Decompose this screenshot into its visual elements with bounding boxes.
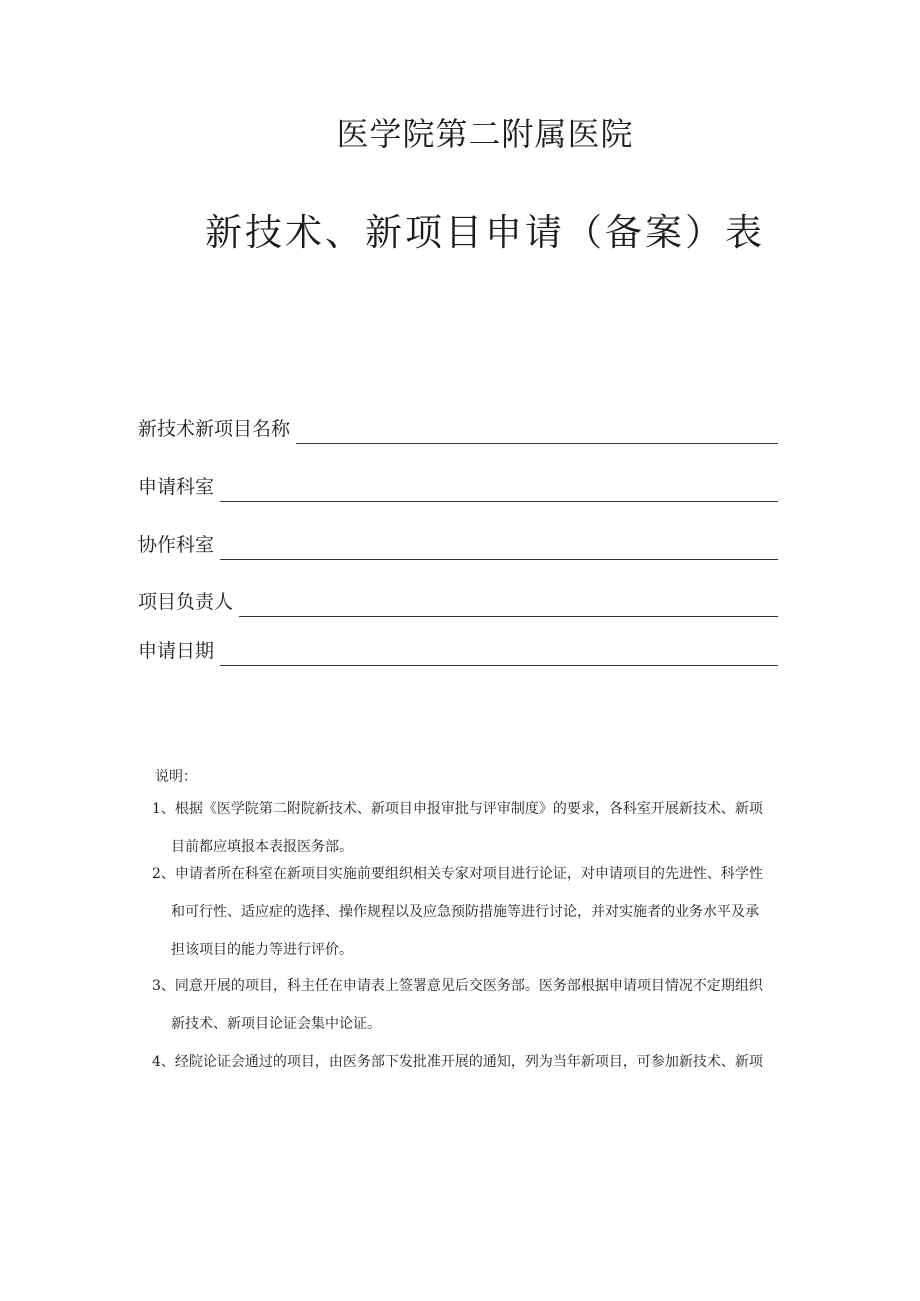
note-number: 2、 [152,866,175,882]
field-applying-department [138,468,778,502]
field-label-application-date: 申请日期 [138,640,215,662]
note-continuation: 目前都应填报本表报医务部。 [171,839,353,855]
field-application-date [138,632,778,666]
cooperating-department-input[interactable] [220,533,778,560]
note-number: 1、 [152,801,175,817]
field-label-applying-department: 申请科室 [138,476,215,498]
note-text: 根据《医学院第二附院新技术、新项目申报审批与评审制度》的要求，各科室开展新技术、新项 [174,801,763,817]
note-number: 3、 [152,978,175,994]
field-label-cooperating-department: 协作科室 [138,534,215,556]
note-text: 申请者所在科室在新项目实施前要组织相关专家对项目进行论证，对申请项目的先进性、科学性 [174,866,763,882]
notes-heading: 说明： [155,769,197,785]
note-continuation: 新技术、新项目论证会集中论证。 [171,1016,381,1032]
form-title: 新技术、新项目申请（备案）表 [205,211,765,254]
applying-department-input[interactable] [220,475,778,502]
field-project-name [138,410,778,444]
field-label-project-name: 新技术新项目名称 [138,418,291,440]
note-continuation: 担该项目的能力等进行评价。 [171,942,353,958]
note-continuation: 和可行性、适应症的选择、操作规程以及应急预防措施等进行讨论，并对实施者的业务水平及承 [171,904,759,920]
note-item-3 [152,967,832,1043]
note-number: 4、 [152,1054,175,1070]
note-item-2 [152,855,832,969]
note-text: 经院论证会通过的项目，由医务部下发批准开展的通知，列为当年新项目，可参加新技术、新项 [174,1054,763,1070]
note-text: 同意开展的项目，科主任在申请表上签署意见后交医务部。医务部根据申请项目情况不定期组织 [174,978,763,994]
application-date-input[interactable] [220,639,778,666]
field-project-leader [138,583,778,617]
field-cooperating-department [138,526,778,560]
field-label-project-leader: 项目负责人 [138,591,234,613]
hospital-name: 医学院第二附属医院 [336,115,634,153]
project-name-input[interactable] [296,417,778,444]
project-leader-input[interactable] [239,590,778,617]
note-item-4 [152,1043,832,1081]
